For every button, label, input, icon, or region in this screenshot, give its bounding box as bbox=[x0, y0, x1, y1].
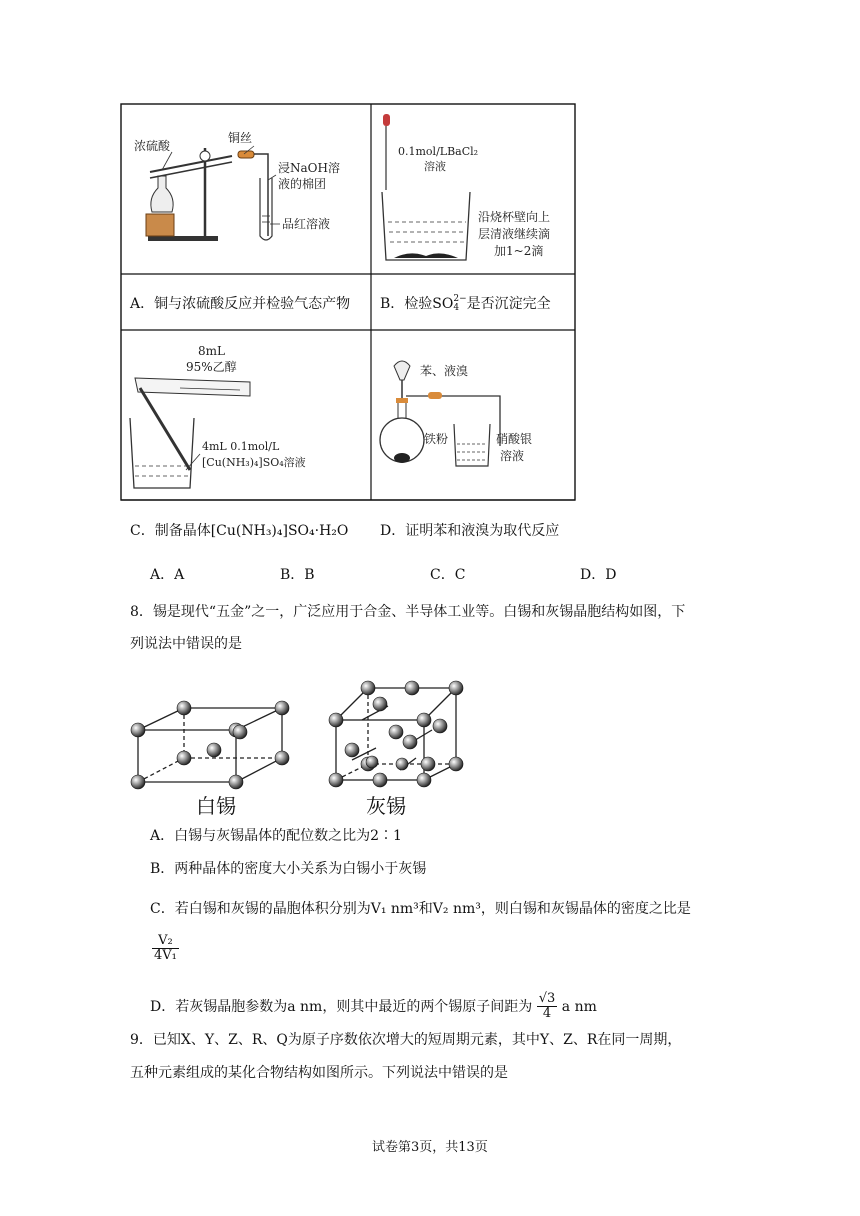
white-tin-caption: 白锡 bbox=[196, 794, 236, 818]
q7-option-a[interactable]: A．A bbox=[150, 567, 185, 583]
ethanol-label: 95%乙醇 bbox=[186, 360, 237, 374]
q8-option-c-fraction: $\frac{\text{V₂}}{\text{4V₁}}$ bbox=[154, 933, 177, 964]
page-footer: 试卷第3页，共13页 bbox=[372, 1140, 488, 1155]
q7-option-c[interactable]: C．C bbox=[430, 567, 466, 583]
copper-wire-label: 铜丝 bbox=[228, 131, 253, 145]
option-d-caption: D．证明苯和液溴为取代反应 bbox=[380, 523, 560, 539]
magenta-solution-label: 品红溶液 bbox=[282, 217, 331, 231]
benzene-bromine-label: 苯、液溴 bbox=[420, 364, 469, 378]
q8-option-d[interactable]: D．若灰锡晶胞参数为a nm，则其中最近的两个锡原子间距为 $\frac{√3}{4}$ a nm bbox=[150, 991, 597, 1022]
q9-stem-line-2: 五种元素组成的某化合物结构如图所示。下列说法中错误的是 bbox=[130, 1065, 508, 1081]
naoh-cotton-label-2: 液的棉团 bbox=[278, 177, 327, 191]
note-line-2: 层清液继续滴 bbox=[478, 227, 551, 241]
note-line-1: 沿烧杯壁向上 bbox=[478, 210, 551, 224]
silver-nitrate-label-2: 溶液 bbox=[500, 449, 525, 463]
q8-option-b[interactable]: B．两种晶体的密度大小关系为白锡小于灰锡 bbox=[150, 861, 427, 877]
q8-option-c[interactable]: C．若白锡和灰锡的晶胞体积分别为V₁ nm³和V₂ nm³，则白锡和灰锡晶体的密度之比是 bbox=[150, 901, 691, 917]
white-tin-atoms bbox=[131, 701, 289, 789]
option-a-caption: A．铜与浓硫酸反应并检验气态产物 bbox=[130, 296, 351, 312]
iron-powder-label: 铁粉 bbox=[424, 432, 449, 446]
option-c-caption: C．制备晶体[Cu(NH₃)₄]SO₄·H₂O bbox=[130, 523, 349, 539]
q9-stem-line-1: 9．已知X、Y、Z、R、Q为原子序数依次增大的短周期元素，其中Y、Z、R在同一周期， bbox=[130, 1032, 682, 1048]
silver-nitrate-label-1: 硝酸银 bbox=[496, 432, 533, 446]
note-line-3: 加1~2滴 bbox=[494, 244, 544, 258]
q8-stem-line-2: 列说法中错误的是 bbox=[130, 636, 242, 652]
q8-option-a[interactable]: A．白锡与灰锡晶体的配位数之比为2∶1 bbox=[150, 828, 402, 844]
volume-8ml-label: 8mL bbox=[198, 344, 225, 358]
q8-stem-line-1: 8．锡是现代“五金”之一，广泛应用于合金、半导体工业等。白锡和灰锡晶胞结构如图，下 bbox=[130, 604, 686, 620]
bacl2-solution-label: 溶液 bbox=[424, 160, 446, 173]
volume-4ml-label: 4mL 0.1mol/L bbox=[202, 440, 280, 453]
naoh-cotton-label-1: 浸NaOH溶 bbox=[278, 161, 340, 175]
q8-option-d-fraction: $\frac{√3}{4}$ bbox=[538, 991, 556, 1022]
q7-option-b[interactable]: B．B bbox=[280, 567, 315, 583]
q7-option-d[interactable]: D．D bbox=[580, 567, 617, 583]
option-b-caption: B．检验SO 2− 4 是否沉淀完全 bbox=[380, 294, 551, 313]
grey-tin-caption: 灰锡 bbox=[366, 794, 406, 818]
copper-complex-solution-label: [Cu(NH₃)₄]SO₄溶液 bbox=[202, 456, 306, 469]
bacl2-label: 0.1mol/LBaCl₂ bbox=[398, 145, 479, 158]
conc-sulfuric-label: 浓硫酸 bbox=[134, 139, 171, 153]
